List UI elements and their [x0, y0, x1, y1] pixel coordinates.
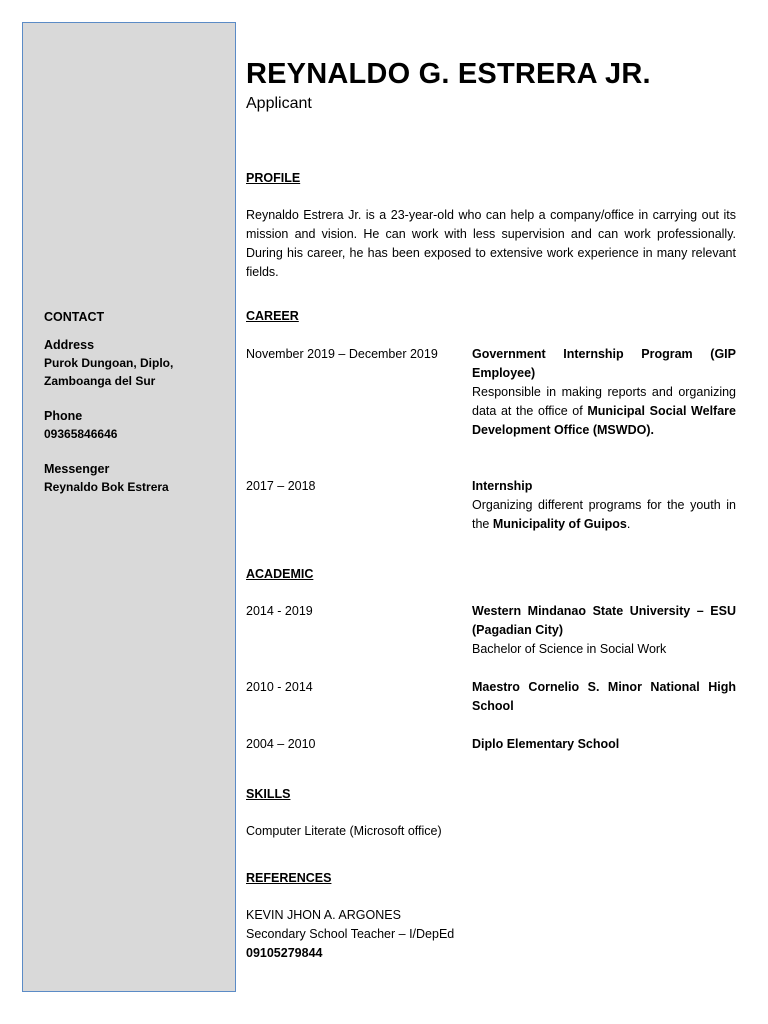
career-desc-end: . — [626, 517, 631, 531]
skills-text: Computer Literate (Microsoft office) — [246, 824, 442, 838]
career-heading-text: Government Internship Program (GIP Employee) — [472, 347, 736, 380]
academic-date: 2010 - 2014 — [246, 680, 313, 694]
degree-name: Bachelor of Science in Social Work — [472, 642, 667, 656]
messenger-value: Reynaldo Bok Estrera — [44, 480, 169, 494]
academic-detail — [472, 678, 736, 716]
profile-heading: PROFILE — [246, 171, 301, 185]
applicant-name: REYNALDO G. ESTRERA JR. — [246, 58, 651, 90]
references-heading: REFERENCES — [246, 871, 332, 885]
resume-main — [246, 55, 736, 960]
academic-detail — [472, 602, 736, 659]
reference-position: Secondary School Teacher – I/DepEd — [246, 927, 455, 941]
reference-phone: 09105279844 — [246, 946, 323, 960]
messenger-label: Messenger — [44, 462, 110, 476]
skills-heading: SKILLS — [246, 787, 291, 801]
academic-detail — [472, 735, 736, 754]
career-heading-text: Internship — [472, 479, 533, 493]
career-desc-text: Responsible in making reports and organizing data at the office of — [472, 385, 736, 418]
career-desc-bold: Municipality of Guipos — [492, 517, 627, 531]
career-desc-text: Organizing different programs for the youth in the — [472, 498, 736, 531]
academic-date: 2004 – 2010 — [246, 737, 316, 751]
contact-heading: CONTACT — [44, 310, 105, 324]
phone-label: Phone — [44, 409, 83, 423]
career-description — [472, 496, 736, 534]
address-block — [44, 336, 234, 390]
address-line-1: Purok Dungoan, Diplo, — [44, 356, 174, 370]
phone-block — [44, 407, 234, 443]
school-name: Western Mindanao State University – ESU (Pagadian City) — [472, 604, 736, 637]
reference-name: KEVIN JHON A. ARGONES — [246, 908, 401, 922]
messenger-block — [44, 460, 234, 496]
address-label: Address — [44, 338, 95, 352]
school-name: Maestro Cornelio S. Minor National High School — [472, 680, 736, 713]
career-detail — [472, 345, 736, 440]
career-date: 2017 – 2018 — [246, 479, 316, 493]
phone-value: 09365846646 — [44, 427, 118, 441]
contact-sidebar — [22, 22, 236, 992]
reference-block — [246, 906, 454, 963]
applicant-role: Applicant — [246, 95, 312, 112]
career-desc-bold: Municipal Social Welfare Development Office (MSWDO). — [472, 404, 736, 437]
school-name: Diplo Elementary School — [472, 737, 620, 751]
career-heading: CAREER — [246, 309, 299, 323]
academic-heading: ACADEMIC — [246, 567, 314, 581]
career-date: November 2019 – December 2019 — [246, 347, 438, 361]
career-detail — [472, 477, 736, 534]
contact-section — [44, 308, 234, 513]
academic-date: 2014 - 2019 — [246, 604, 313, 618]
profile-text: Reynaldo Estrera Jr. is a 23-year-old who can help a company/office in carrying out its mission and vision. He can work with less supervision and can work professionally. During his career, he has been exposed to extensive work experience in many relevant fields. — [246, 208, 736, 279]
career-description — [472, 383, 736, 440]
address-line-2: Zamboanga del Sur — [44, 374, 156, 388]
